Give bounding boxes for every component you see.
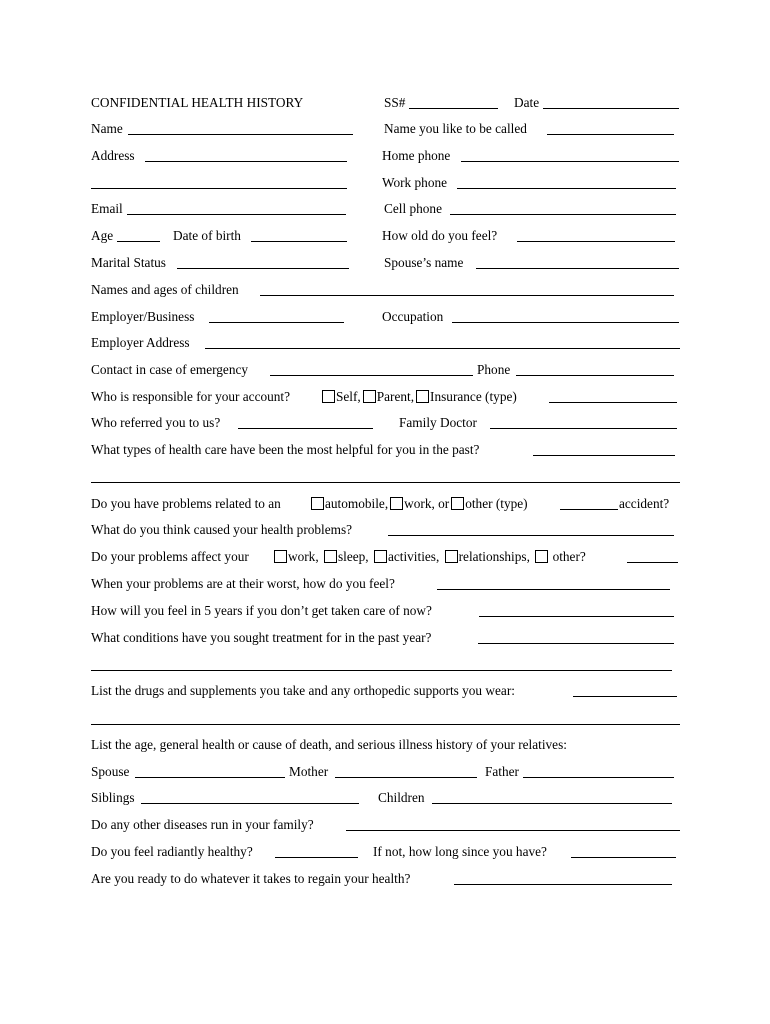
if-not-label: If not, how long since you have?: [373, 844, 547, 859]
affect-sleep-checkbox[interactable]: [324, 550, 337, 563]
email-label: Email: [91, 201, 123, 216]
insurance-checkbox[interactable]: [416, 390, 429, 403]
ss-label: SS#: [384, 95, 406, 110]
other-type-label: other (type): [465, 496, 528, 511]
children-field[interactable]: [432, 803, 672, 804]
father-label: Father: [485, 764, 519, 779]
employer-address-row: [0, 333, 770, 353]
drugs-row: [0, 681, 770, 701]
relatives-label: List the age, general health or cause of death, and serious illness history of your relatives:: [91, 737, 567, 752]
self-checkbox[interactable]: [322, 390, 335, 403]
work-phone-field[interactable]: [457, 188, 676, 189]
caused-label: What do you think caused your health problems?: [91, 522, 353, 537]
caused-field[interactable]: [388, 535, 674, 536]
radiant-row: [0, 842, 770, 862]
phone-label: Phone: [477, 362, 511, 377]
email-field[interactable]: [127, 214, 346, 215]
responsible-row: [0, 387, 770, 407]
diseases-field[interactable]: [346, 830, 680, 831]
feel-age-label: How old do you feel?: [382, 228, 498, 243]
parent-label: Parent,: [376, 389, 415, 404]
occupation-label: Occupation: [382, 309, 444, 324]
cell-phone-label: Cell phone: [384, 201, 442, 216]
header-row: [0, 93, 770, 113]
occupation-field[interactable]: [452, 322, 679, 323]
emergency-row: [0, 360, 770, 380]
employer-address-field[interactable]: [205, 348, 680, 349]
worst-field[interactable]: [437, 589, 670, 590]
conditions-line2[interactable]: [91, 670, 672, 671]
siblings-row: [0, 788, 770, 808]
affect-work-checkbox[interactable]: [274, 550, 287, 563]
self-label: Self,: [336, 389, 361, 404]
affect-activities-checkbox[interactable]: [374, 550, 387, 563]
five-years-row: [0, 601, 770, 621]
affect-other-field[interactable]: [627, 562, 678, 563]
emergency-field[interactable]: [270, 375, 473, 376]
family-doctor-label: Family Doctor: [399, 415, 477, 430]
address-field[interactable]: [145, 161, 347, 162]
marital-label: Marital Status: [91, 255, 166, 270]
helpful-care-line2[interactable]: [91, 482, 680, 483]
cell-phone-field[interactable]: [450, 214, 676, 215]
conditions-field[interactable]: [478, 643, 674, 644]
address-line2-field[interactable]: [91, 188, 347, 189]
children-row: [0, 280, 770, 300]
affect-other-checkbox[interactable]: [535, 550, 548, 563]
affect-work-label: work,: [288, 549, 319, 564]
address-label: Address: [91, 148, 135, 163]
affect-label: Do your problems affect your: [91, 549, 249, 564]
radiant-field[interactable]: [275, 857, 358, 858]
name-field[interactable]: [128, 134, 353, 135]
mother-label: Mother: [289, 764, 329, 779]
ready-field[interactable]: [454, 884, 672, 885]
address2-row: [0, 173, 770, 193]
name-row: [0, 119, 770, 139]
affect-other-label: other?: [552, 549, 586, 564]
affect-options: [272, 547, 586, 567]
dob-field[interactable]: [251, 241, 347, 242]
dob-label: Date of birth: [173, 228, 241, 243]
children-names-field[interactable]: [260, 295, 674, 296]
emergency-label: Contact in case of emergency: [91, 362, 249, 377]
date-field[interactable]: [543, 108, 679, 109]
work-checkbox[interactable]: [390, 497, 403, 510]
automobile-checkbox[interactable]: [311, 497, 324, 510]
helpful-care-label: What types of health care have been the most helpful for you in the past?: [91, 442, 480, 457]
five-years-field[interactable]: [479, 616, 674, 617]
ready-label: Are you ready to do whatever it takes to regain your health?: [91, 871, 411, 886]
problems-related-row: [0, 494, 770, 514]
age-field[interactable]: [117, 241, 160, 242]
worst-row: [0, 574, 770, 594]
parent-checkbox[interactable]: [363, 390, 376, 403]
drugs-label: List the drugs and supplements you take and any orthopedic supports you wear:: [91, 683, 515, 698]
relatives-row: [0, 735, 770, 755]
siblings-field[interactable]: [141, 803, 359, 804]
age-row: [0, 226, 770, 246]
employer-label: Employer/Business: [91, 309, 195, 324]
employer-row: [0, 307, 770, 327]
affect-sleep-label: sleep,: [337, 549, 369, 564]
marital-field[interactable]: [177, 268, 349, 269]
spouse-field[interactable]: [135, 777, 285, 778]
affect-activities-label: activities,: [387, 549, 440, 564]
referred-label: Who referred you to us?: [91, 415, 221, 430]
if-not-field[interactable]: [571, 857, 676, 858]
employer-address-label: Employer Address: [91, 335, 190, 350]
work-phone-label: Work phone: [382, 175, 448, 190]
helpful-care-row: [0, 440, 770, 460]
diseases-row: [0, 815, 770, 835]
ss-field[interactable]: [409, 108, 498, 109]
drugs-field[interactable]: [573, 696, 677, 697]
form-title: CONFIDENTIAL HEALTH HISTORY: [91, 95, 304, 110]
referred-field[interactable]: [238, 428, 373, 429]
family-doctor-field[interactable]: [490, 428, 677, 429]
called-field[interactable]: [547, 134, 674, 135]
affect-relationships-checkbox[interactable]: [445, 550, 458, 563]
drugs-line2[interactable]: [91, 724, 680, 725]
feel-age-field[interactable]: [517, 241, 675, 242]
name-label: Name: [91, 121, 123, 136]
employer-field[interactable]: [209, 322, 344, 323]
children-label: Children: [378, 790, 425, 805]
referred-row: [0, 413, 770, 433]
conditions-row: [0, 628, 770, 648]
age-label: Age: [91, 228, 114, 243]
siblings-label: Siblings: [91, 790, 135, 805]
other-type-field[interactable]: [560, 509, 618, 510]
affect-row: [0, 547, 770, 567]
responsible-label: Who is responsible for your account?: [91, 389, 291, 404]
spouse-name-field[interactable]: [476, 268, 679, 269]
diseases-label: Do any other diseases run in your family?: [91, 817, 314, 832]
spouse-name-label: Spouse’s name: [384, 255, 464, 270]
father-field[interactable]: [523, 777, 674, 778]
mother-field[interactable]: [335, 777, 477, 778]
worst-label: When your problems are at their worst, how do you feel?: [91, 576, 395, 591]
responsible-options: [320, 387, 517, 407]
children-names-label: Names and ages of children: [91, 282, 239, 297]
automobile-label: automobile,: [325, 496, 389, 511]
problem-options: [309, 494, 528, 514]
phone-field[interactable]: [516, 375, 674, 376]
conditions-label: What conditions have you sought treatment for in the past year?: [91, 630, 432, 645]
marital-row: [0, 253, 770, 273]
home-phone-field[interactable]: [461, 161, 679, 162]
accident-label: accident?: [619, 496, 670, 511]
caused-row: [0, 520, 770, 540]
problems-related-label: Do you have problems related to an: [91, 496, 281, 511]
other-checkbox[interactable]: [451, 497, 464, 510]
home-phone-label: Home phone: [382, 148, 451, 163]
insurance-field[interactable]: [549, 402, 677, 403]
work-or-label: work, or: [404, 496, 450, 511]
date-label: Date: [514, 95, 540, 110]
insurance-label: Insurance (type): [430, 389, 517, 404]
affect-relationships-label: relationships,: [458, 549, 530, 564]
called-label: Name you like to be called: [384, 121, 527, 136]
ready-row: [0, 869, 770, 889]
family-row: [0, 762, 770, 782]
spouse-label: Spouse: [91, 764, 130, 779]
address-row: [0, 146, 770, 166]
helpful-care-field[interactable]: [533, 455, 675, 456]
email-row: [0, 199, 770, 219]
five-years-label: How will you feel in 5 years if you don’t get taken care of now?: [91, 603, 432, 618]
radiant-label: Do you feel radiantly healthy?: [91, 844, 253, 859]
